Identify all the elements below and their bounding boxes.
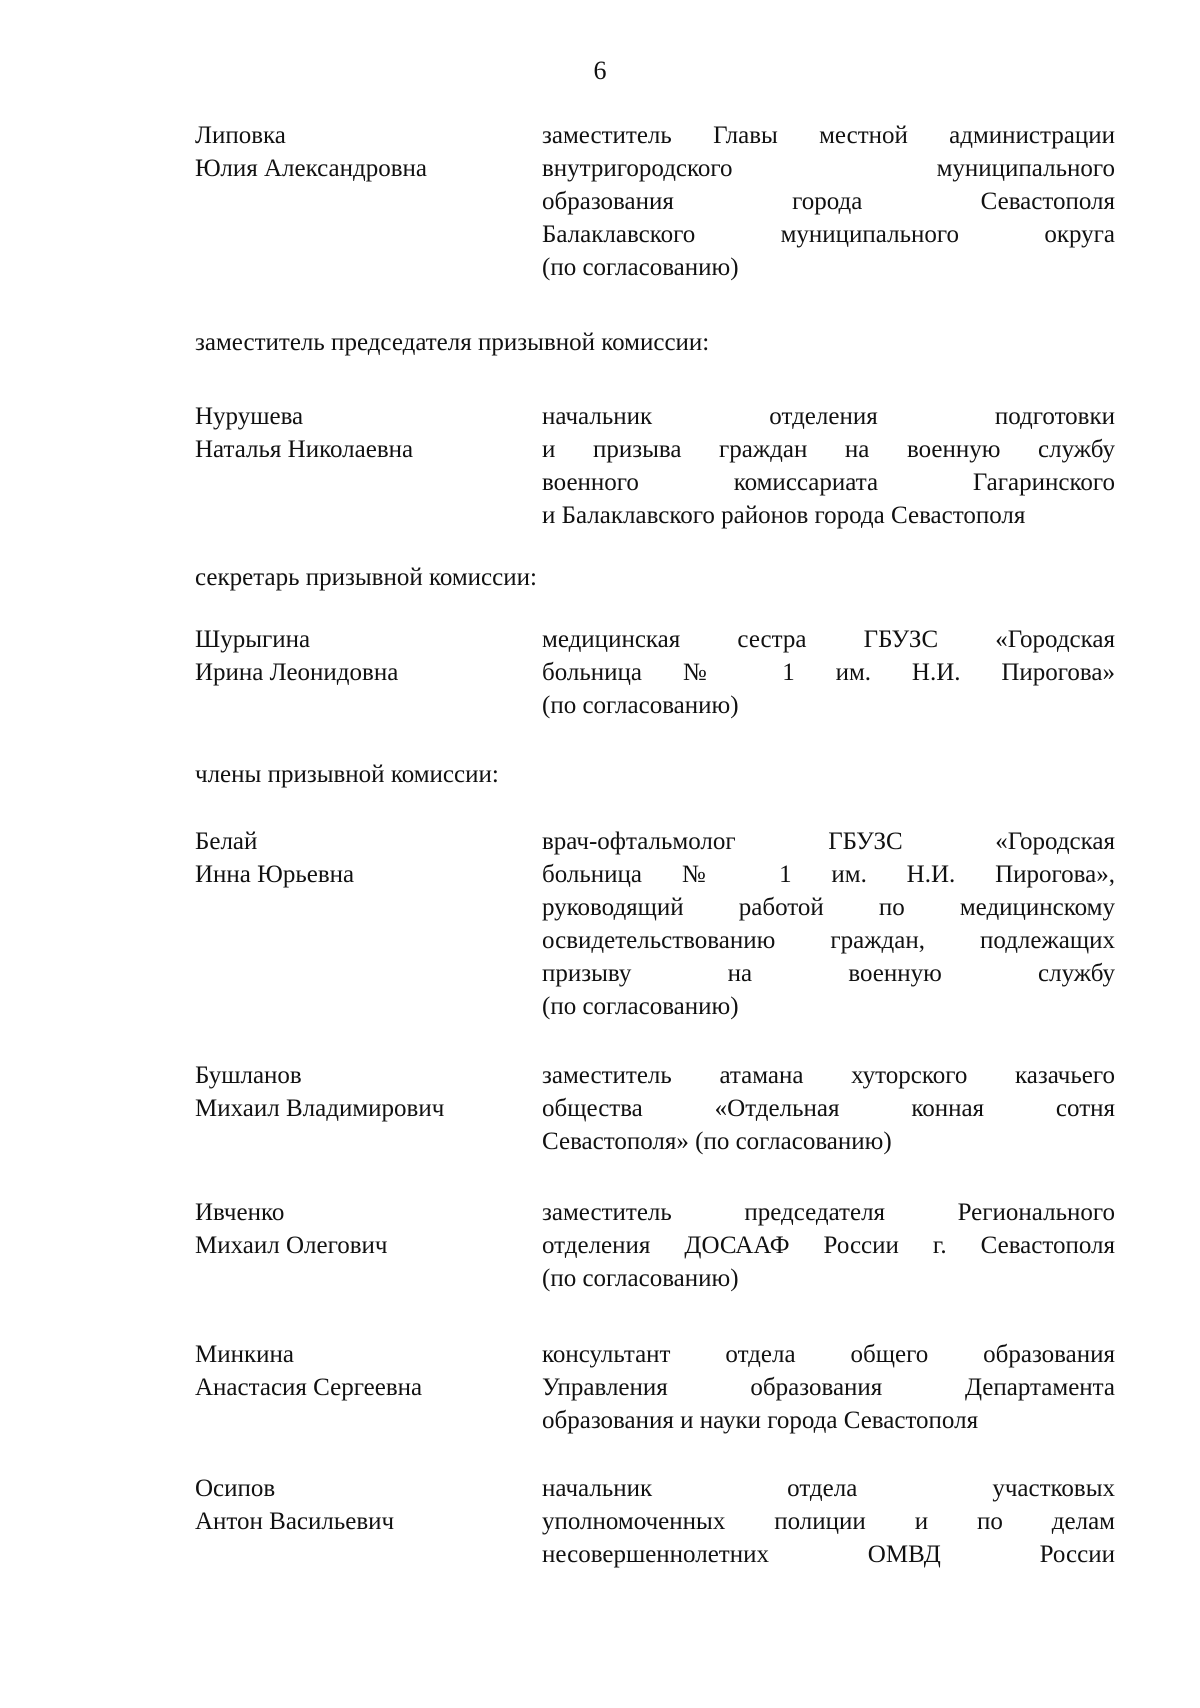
person-given-name: Инна Юрьевна (195, 861, 355, 888)
position-line: несовершеннолетних ОМВД России (542, 1541, 1115, 1568)
person-position (542, 119, 1115, 284)
person-given-name: Антон Васильевич (195, 1508, 395, 1535)
person-surname: Ивченко (195, 1199, 285, 1226)
person-given-name: Анастасия Сергеевна (195, 1374, 423, 1401)
person-position (542, 1338, 1115, 1437)
person-given-name: Михаил Владимирович (195, 1095, 445, 1122)
person-position (542, 400, 1115, 532)
position-line: освидетельствованию граждан, подлежащих (542, 927, 1115, 954)
position-line: образования города Севастополя (542, 188, 1115, 215)
person-name (195, 825, 525, 891)
person-position (542, 623, 1115, 722)
position-line: общества «Отдельная конная сотня (542, 1095, 1115, 1122)
position-line: медицинская сестра ГБУЗС «Городская (542, 626, 1115, 653)
position-line: Управления образования Департамента (542, 1374, 1115, 1401)
position-line: заместитель атамана хуторского казачьего (542, 1062, 1115, 1089)
position-line: начальник отдела участковых (542, 1475, 1115, 1502)
person-given-name: Михаил Олегович (195, 1232, 388, 1259)
position-line: больница № 1 им. Н.И. Пирогова», (542, 861, 1115, 888)
position-line: врач-офтальмолог ГБУЗС «Городская (542, 828, 1115, 855)
person-surname: Шурыгина (195, 626, 311, 653)
person-position (542, 1472, 1115, 1571)
members-heading: члены призывной комиссии: (195, 761, 499, 788)
secretary-heading: секретарь призывной комиссии: (195, 564, 537, 591)
person-given-name: Юлия Александровна (195, 155, 427, 182)
position-line: (по согласованию) (542, 692, 739, 719)
person-given-name: Ирина Леонидовна (195, 659, 399, 686)
person-position (542, 1196, 1115, 1295)
person-surname: Минкина (195, 1341, 294, 1368)
person-surname: Липовка (195, 122, 286, 149)
person-position (542, 1059, 1115, 1158)
position-line: Севастополя» (по согласованию) (542, 1128, 892, 1155)
person-position (542, 825, 1115, 1023)
position-line: и призыва граждан на военную службу (542, 436, 1115, 463)
person-name (195, 400, 525, 466)
person-name (195, 1472, 525, 1538)
position-line: призыву на военную службу (542, 960, 1115, 987)
person-name (195, 1338, 525, 1404)
position-line: заместитель Главы местной администрации (542, 122, 1115, 149)
position-line: Балаклавского муниципального округа (542, 221, 1115, 248)
position-line: отделения ДОСААФ России г. Севастополя (542, 1232, 1115, 1259)
person-given-name: Наталья Николаевна (195, 436, 414, 463)
position-line: (по согласованию) (542, 1265, 739, 1292)
position-line: начальник отделения подготовки (542, 403, 1115, 430)
page-number: 6 (593, 56, 607, 85)
person-surname: Нурушева (195, 403, 304, 430)
position-line: заместитель председателя Регионального (542, 1199, 1115, 1226)
person-name (195, 1059, 525, 1125)
person-surname: Белай (195, 828, 258, 855)
position-line: (по согласованию) (542, 993, 739, 1020)
person-surname: Бушланов (195, 1062, 302, 1089)
position-line: (по согласованию) (542, 254, 739, 281)
person-name (195, 623, 525, 689)
position-line: и Балаклавского районов города Севастополя (542, 502, 1026, 529)
person-name (195, 119, 525, 185)
person-name (195, 1196, 525, 1262)
position-line: военного комиссариата Гагаринского (542, 469, 1115, 496)
position-line: образования и науки города Севастополя (542, 1407, 979, 1434)
deputy-chair-heading: заместитель председателя призывной комиссии: (195, 329, 710, 356)
position-line: руководящий работой по медицинскому (542, 894, 1115, 921)
position-line: консультант отдела общего образования (542, 1341, 1115, 1368)
person-surname: Осипов (195, 1475, 276, 1502)
position-line: уполномоченных полиции и по делам (542, 1508, 1115, 1535)
position-line: больница № 1 им. Н.И. Пирогова» (542, 659, 1115, 686)
position-line: внутригородского муниципального (542, 155, 1115, 182)
